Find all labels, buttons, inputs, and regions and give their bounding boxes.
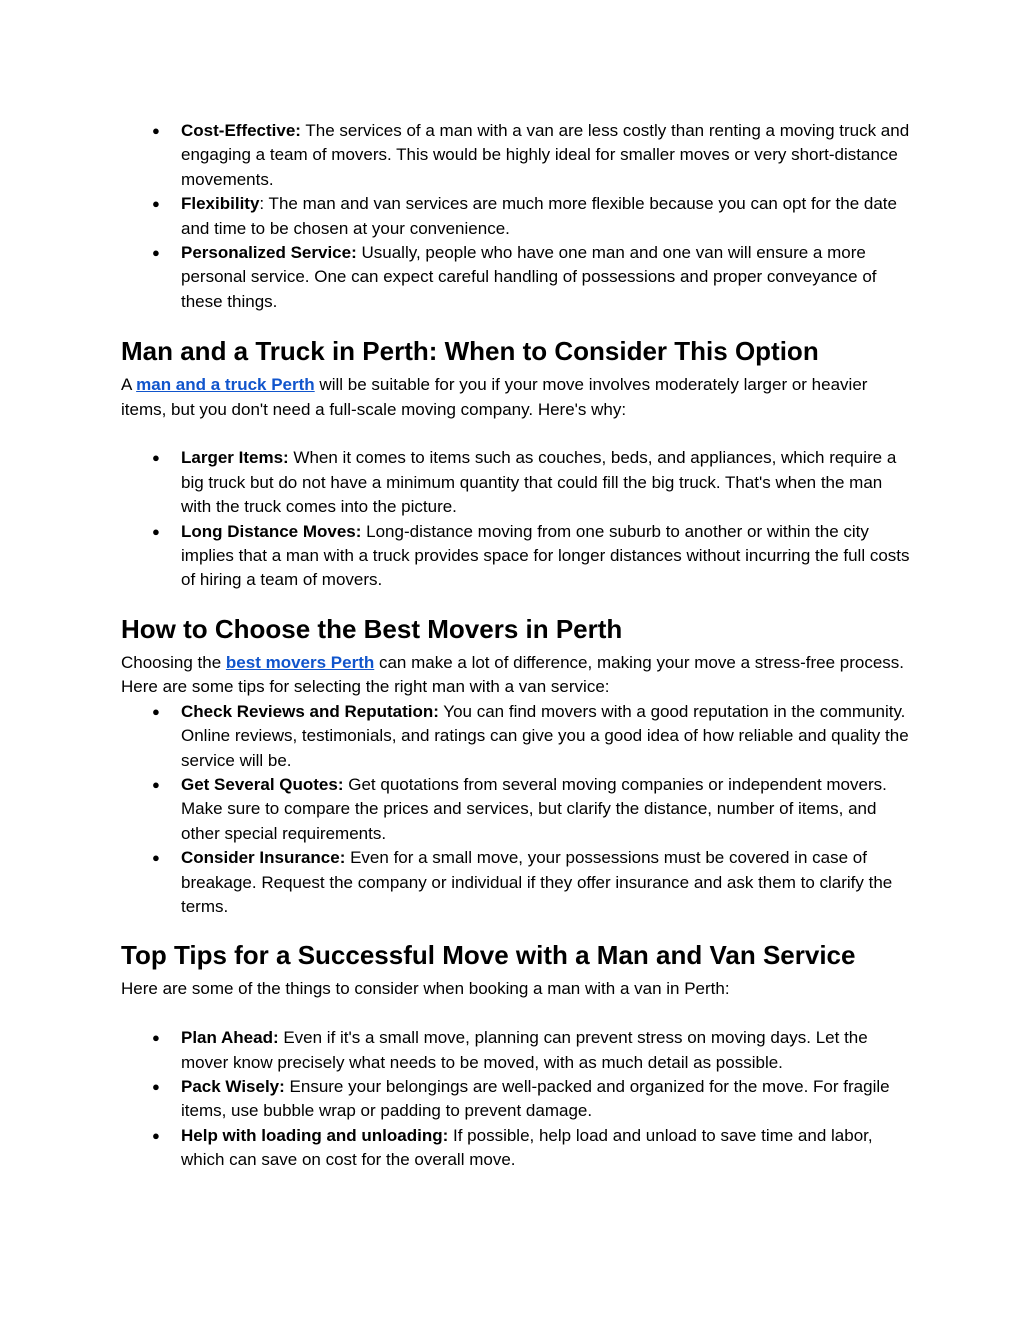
list-item-text: You can find movers with a good reputation in the community. Online reviews, testimonials, and ratings can give you a good idea of how reliable and quality the service will be. [181,701,909,770]
list-item [121,119,911,192]
best-movers-link[interactable]: best movers Perth [225,652,375,672]
choose-tips-list [121,700,911,920]
list-item-term: Consider Insurance: [181,848,346,868]
list-item-text: Long-distance moving from one suburb to another or within the city implies that a man with a truck provides space for longer distances without incurring the full costs of hiring a team of movers. [181,521,910,590]
list-item-term: Help with loading and unloading: [181,1125,449,1145]
section-heading-choose: How to Choose the Best Movers in Perth [121,613,623,644]
list-item-term: Get Several Quotes: [181,774,344,794]
list-item-text: Ensure your belongings are well-packed and organized for the move. For fragile items, use bubble wrap or padding to prevent damage. [181,1076,890,1121]
list-item [121,241,911,314]
intro-text: Choosing the [121,652,226,672]
section-intro-truck [121,373,911,422]
list-item [121,700,911,773]
blank-line [121,422,911,446]
section-intro-tips: Here are some of the things to consider when booking a man with a van in Perth: [121,979,730,999]
benefits-list [121,119,911,314]
list-item-term: Pack Wisely: [181,1076,285,1096]
list-item-text: When it comes to items such as couches, beds, and appliances, which require a big truck but do not have a minimum quantity that could fill the big truck. That's when the man with the truck comes into the picture. [181,448,897,517]
list-item [121,773,911,846]
blank-line [121,1002,911,1026]
list-item-text: If possible, help load and unload to save time and labor, which can save on cost for the overall move. [181,1125,873,1170]
list-item-text: Usually, people who have one man and one van will ensure a more personal service. One can expect careful handling of possessions and proper conveyance of these things. [181,243,877,311]
list-item-text: Even for a small move, your possessions must be covered in case of breakage. Request the company or individual if they offer insurance and ask them to clarify the terms. [181,848,893,916]
list-item-term: Larger Items: [181,448,289,468]
document-page [121,119,911,1173]
list-item [121,446,911,519]
list-item-text: Get quotations from several moving companies or independent movers. Make sure to compare the prices and services, but clarify the distance, number of items, and other special requirements. [181,774,887,843]
list-item-term: Flexibility [181,194,260,214]
list-item [121,1075,911,1124]
list-item-term: Plan Ahead: [181,1028,279,1048]
intro-text: can make a lot of difference, making your move a stress-free process. Here are some tips for selecting the right man with a van service: [121,652,905,697]
list-item-term: Cost-Effective: [181,121,301,140]
list-item [121,1026,911,1075]
man-and-truck-link[interactable]: man and a truck Perth [136,375,315,395]
section-intro-choose [121,651,911,700]
list-item-term: Check Reviews and Reputation: [181,701,439,721]
move-tips-list [121,1026,911,1172]
list-item-text: Even if it's a small move, planning can prevent stress on moving days. Let the mover know precisely what needs to be moved, with as much detail as possible. [181,1028,868,1072]
truck-reasons-list [121,446,911,592]
list-item [121,1124,911,1173]
list-item [121,520,911,593]
list-item-text: : The man and van services are much more flexible because you can opt for the date and time to be chosen at your convenience. [181,194,897,238]
intro-text: will be suitable for you if your move involves moderately larger or heavier items, but you don't need a full-scale moving company. Here's why: [121,375,868,419]
list-item [121,846,911,919]
list-item-term: Personalized Service: [181,243,357,263]
list-item [121,192,911,241]
list-item-text: The services of a man with a van are less costly than renting a moving truck and engaging a team of movers. This would be highly ideal for smaller moves or very short-distance movements. [181,121,910,189]
section-heading-truck: Man and a Truck in Perth: When to Consider This Option [121,336,819,367]
list-item-term: Long Distance Moves: [181,521,362,541]
intro-text: A [121,375,137,395]
section-heading-tips: Top Tips for a Successful Move with a Man and Van Service [121,940,856,971]
